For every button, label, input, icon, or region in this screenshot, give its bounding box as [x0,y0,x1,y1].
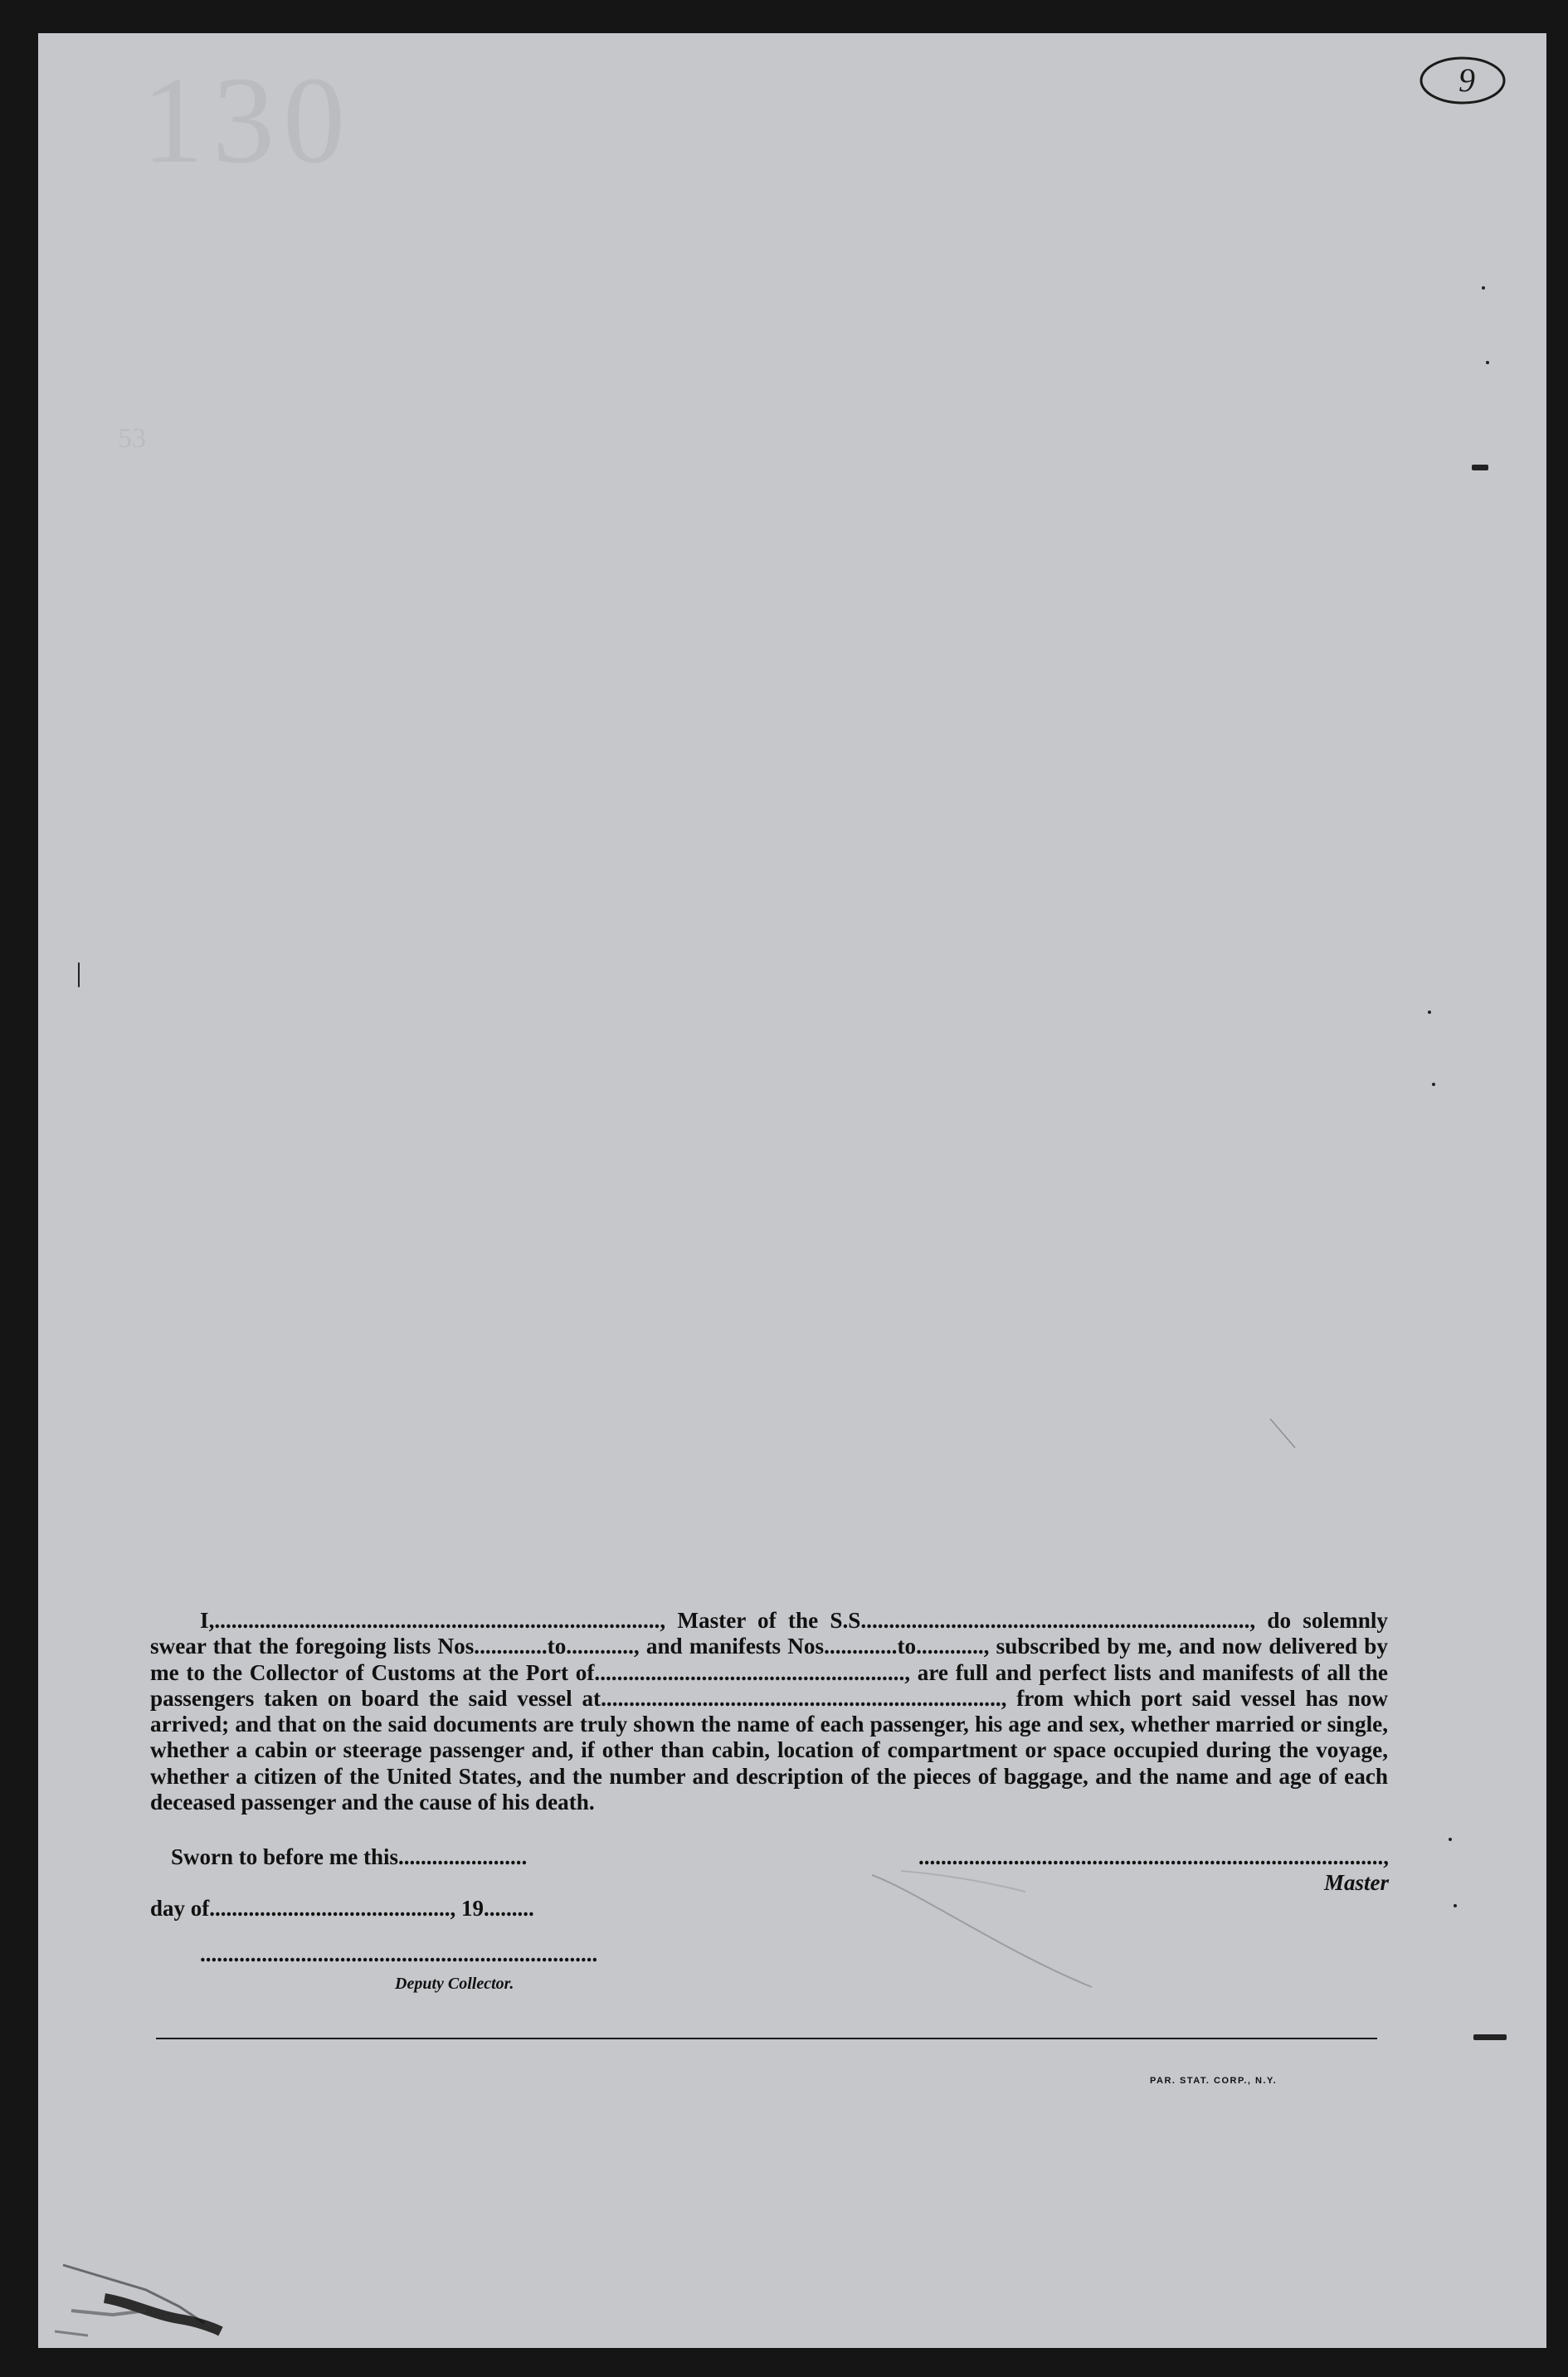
scan-speck [1482,286,1485,290]
folio-mark [1417,51,1508,114]
scan-mark [1473,2034,1507,2040]
ink-smudge [55,2232,304,2348]
scan-speck [1454,1904,1457,1907]
printer-imprint: PAR. STAT. CORP., N.Y. [1150,2076,1278,2086]
folio-number: 9 [1458,61,1475,99]
master-label: Master [1323,1870,1389,1895]
master-signature-line [868,1844,1389,1896]
scan-speck [1449,1838,1452,1841]
divider-rule [156,2038,1377,2039]
master-signature-dots: ..................................................................................., [918,1844,1389,1869]
bleed-through-small-number: 53 [118,423,146,454]
day-of-line: day of..........................................., 19......... [150,1896,534,1921]
scan-mark [78,962,80,987]
deputy-collector-label: Deputy Collector. [395,1975,514,1993]
oath-paragraph [150,1608,1388,1815]
deputy-signature-line: ....................................................................... [200,1941,598,1966]
pencil-stroke [1266,1415,1316,1464]
scan-speck [1486,361,1489,364]
oath-text: I,..............................................................................., Master of the S.S....................................................................., do solemnly swear that the foregoing lists Nos.............to............, and manifests Nos.............to............, subscribed by me, and now delivered by me to the Collector of Customs at the Port of......................................................., are full and perfect lists and manifests of all the passengers taken on board the said vessel at......................................................................., from which port said vessel has now arrived; and that on the said documents are truly shown the name of each passenger, his age and sex, whether married or single, whether a cabin or steerage passenger and, if other than cabin, location of compartment or space occupied during the voyage, whether a citizen of the United States, and the number and description of the pieces of baggage, and the name and age of each deceased passenger and the cause of his death. [150,1608,1388,1815]
sworn-before-line: Sworn to before me this....................... [171,1844,528,1869]
bleed-through-number: 130 [142,51,353,189]
scan-speck [1428,1011,1431,1014]
manifest-page [38,33,1546,2348]
scan-speck [1432,1083,1435,1086]
scan-mark [1472,465,1488,470]
